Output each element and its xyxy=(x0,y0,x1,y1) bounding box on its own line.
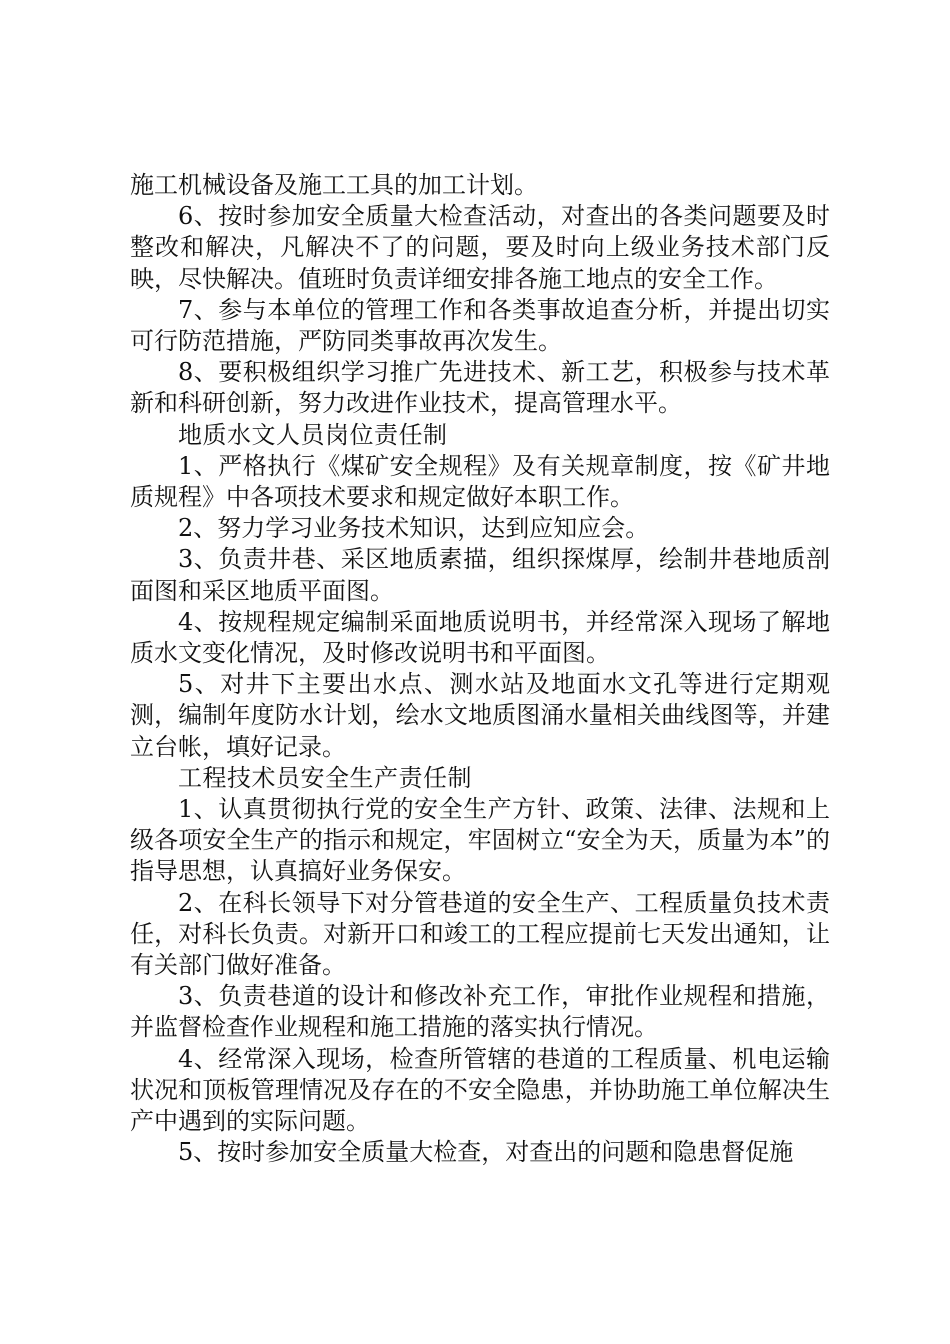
duty-item: 3、负责井巷、采区地质素描，组织探煤厚，绘制井巷地质剖面图和采区地质平面图。 xyxy=(130,545,830,605)
duty-item: 7、参与本单位的管理工作和各类事故追查分析，并提出切实可行防范措施，严防同类事故再次发生。 xyxy=(130,295,830,356)
duty-item: 4、按规程规定编制采面地质说明书，并经常深入现场了解地质水文变化情况，及时修改说明书和平面图。 xyxy=(130,607,830,668)
section-heading: 工程技术员安全生产责任制 xyxy=(178,763,472,792)
duty-item: 5、对井下主要出水点、测水站及地面水文孔等进行定期观测，编制年度防水计划，绘水文地质图涌水量相关曲线图等，并建立台帐，填好记录。 xyxy=(130,670,830,761)
continued-paragraph: 施工机械设备及施工工具的加工计划。 xyxy=(130,171,538,199)
duty-item: 2、努力学习业务技术知识，达到应知应会。 xyxy=(178,514,650,543)
duty-item: 1、严格执行《煤矿安全规程》及有关规章制度，按《矿井地质规程》中各项技术要求和规定做好本职工作。 xyxy=(130,451,830,512)
document-body xyxy=(130,170,830,1169)
duty-item: 5、按时参加安全质量大检查，对查出的问题和隐患督促施 xyxy=(178,1138,794,1167)
section-heading: 地质水文人员岗位责任制 xyxy=(178,420,448,449)
duty-item: 6、按时参加安全质量大检查活动，对查出的各类问题要及时整改和解决，凡解决不了的问题，要及时向上级业务技术部门反映，尽快解决。值班时负责详细安排各施工地点的安全工作。 xyxy=(130,202,830,293)
duty-item: 4、经常深入现场，检查所管辖的巷道的工程质量、机电运输状况和顶板管理情况及存在的不安全隐患，并协助施工单位解决生产中遇到的实际问题。 xyxy=(130,1044,830,1136)
duty-item: 3、负责巷道的设计和修改补充工作，审批作业规程和措施，并监督检查作业规程和施工措施的落实执行情况。 xyxy=(130,982,830,1042)
duty-item: 8、要积极组织学习推广先进技术、新工艺，积极参与技术革新和科研创新，努力改进作业技术，提高管理水平。 xyxy=(130,358,830,418)
duty-item: 1、认真贯彻执行党的安全生产方针、政策、法律、法规和上级各项安全生产的指示和规定，牢固树立“安全为天，质量为本”的指导思想，认真搞好业务保安。 xyxy=(130,795,830,886)
duty-item: 2、在科长领导下对分管巷道的安全生产、工程质量负技术责任，对科长负责。对新开口和竣工的工程应提前七天发出通知，让有关部门做好准备。 xyxy=(130,888,830,980)
